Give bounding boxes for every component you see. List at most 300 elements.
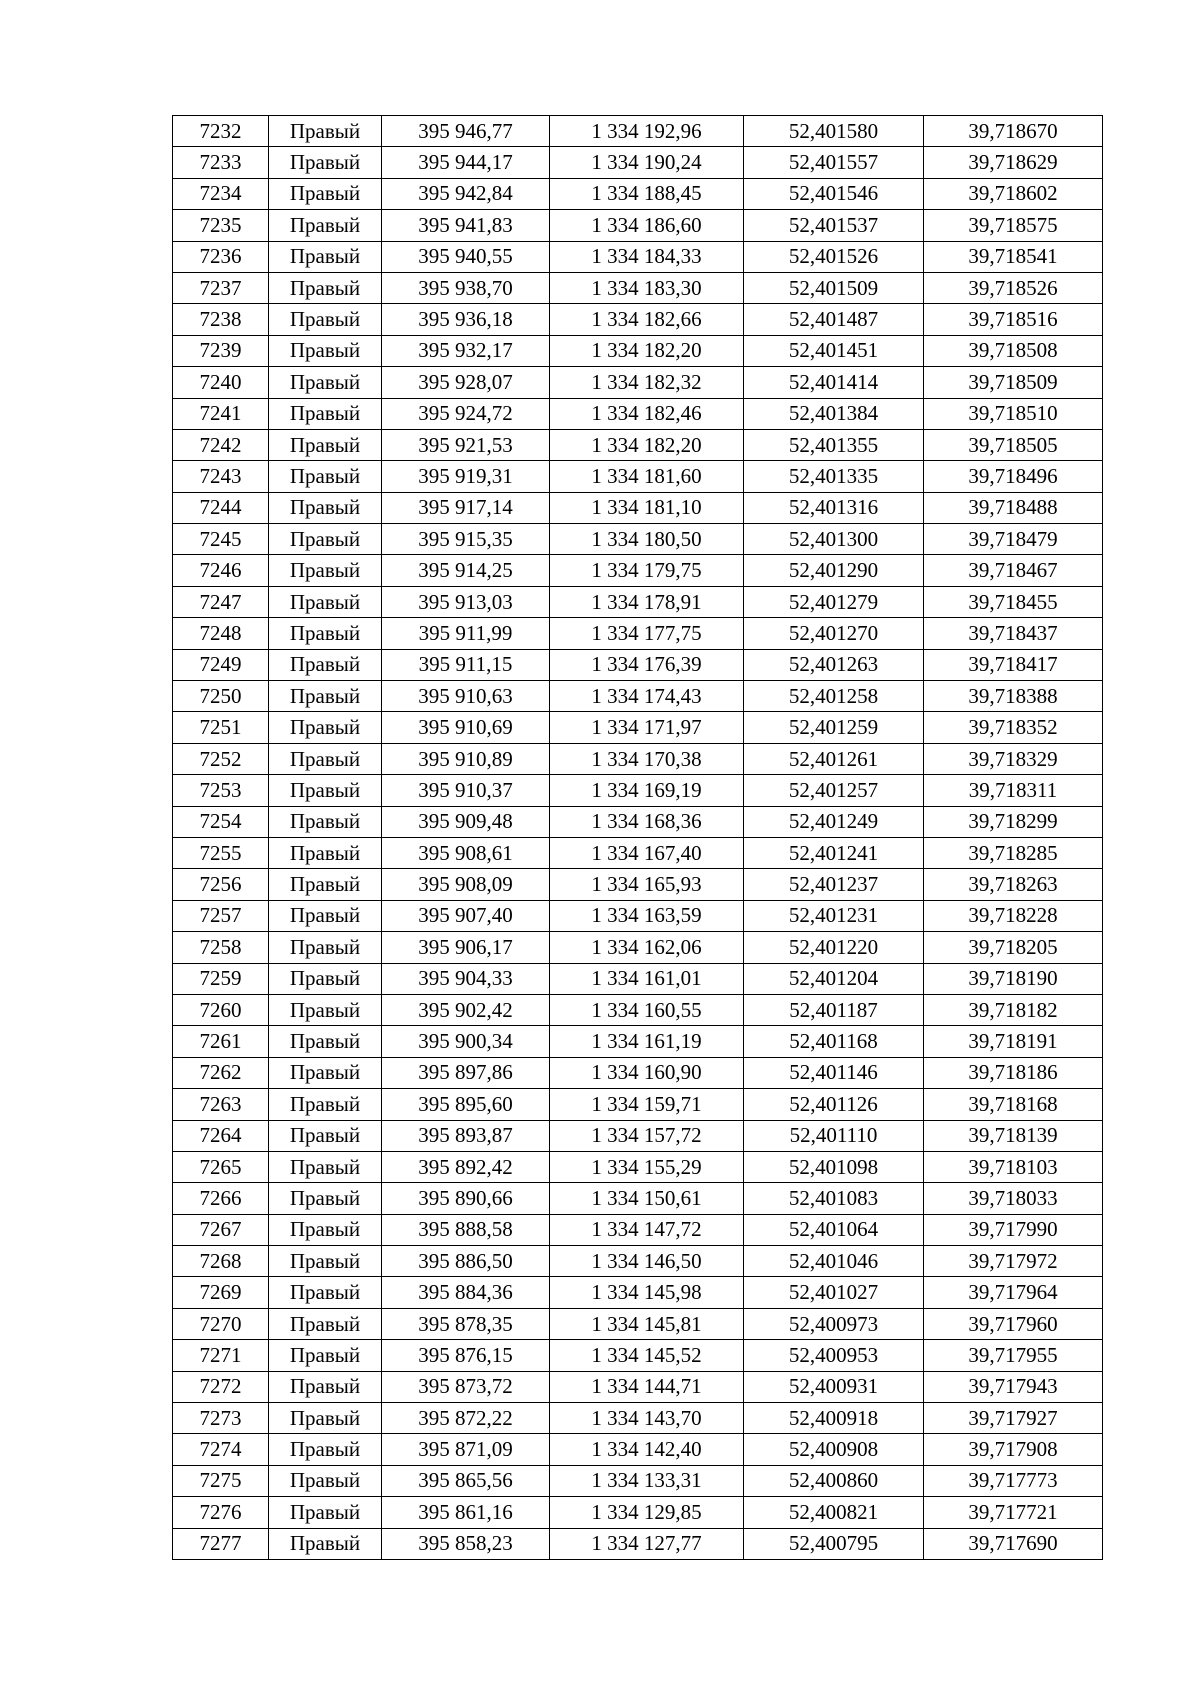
x-coordinate-cell: 395 910,63 — [382, 681, 550, 712]
y-coordinate-cell: 1 334 163,59 — [550, 900, 744, 931]
table-row — [173, 837, 1103, 868]
x-coordinate-cell: 395 861,16 — [382, 1497, 550, 1528]
point-number-cell: 7238 — [173, 304, 269, 335]
x-coordinate-cell: 395 941,83 — [382, 210, 550, 241]
longitude-cell: 39,717972 — [924, 1246, 1103, 1277]
longitude-cell: 39,717964 — [924, 1277, 1103, 1308]
side-cell: Правый — [269, 116, 382, 147]
side-cell: Правый — [269, 618, 382, 649]
latitude-cell: 52,401537 — [744, 210, 924, 241]
y-coordinate-cell: 1 334 145,81 — [550, 1308, 744, 1339]
table-row — [173, 147, 1103, 178]
side-cell: Правый — [269, 524, 382, 555]
x-coordinate-cell: 395 888,58 — [382, 1214, 550, 1245]
y-coordinate-cell: 1 334 146,50 — [550, 1246, 744, 1277]
latitude-cell: 52,400795 — [744, 1528, 924, 1559]
x-coordinate-cell: 395 914,25 — [382, 555, 550, 586]
side-cell: Правый — [269, 649, 382, 680]
point-number-cell: 7236 — [173, 241, 269, 272]
longitude-cell: 39,718263 — [924, 869, 1103, 900]
latitude-cell: 52,401546 — [744, 178, 924, 209]
longitude-cell: 39,718285 — [924, 837, 1103, 868]
y-coordinate-cell: 1 334 157,72 — [550, 1120, 744, 1151]
side-cell: Правый — [269, 1308, 382, 1339]
side-cell: Правый — [269, 994, 382, 1025]
x-coordinate-cell: 395 873,72 — [382, 1371, 550, 1402]
table-row — [173, 586, 1103, 617]
longitude-cell: 39,718467 — [924, 555, 1103, 586]
y-coordinate-cell: 1 334 145,98 — [550, 1277, 744, 1308]
table-row — [173, 1371, 1103, 1402]
side-cell: Правый — [269, 869, 382, 900]
point-number-cell: 7249 — [173, 649, 269, 680]
longitude-cell: 39,718191 — [924, 1026, 1103, 1057]
longitude-cell: 39,718505 — [924, 429, 1103, 460]
side-cell: Правый — [269, 712, 382, 743]
side-cell: Правый — [269, 555, 382, 586]
table-row — [173, 1277, 1103, 1308]
longitude-cell: 39,717960 — [924, 1308, 1103, 1339]
point-number-cell: 7256 — [173, 869, 269, 900]
latitude-cell: 52,401168 — [744, 1026, 924, 1057]
longitude-cell: 39,718508 — [924, 335, 1103, 366]
latitude-cell: 52,401204 — [744, 963, 924, 994]
side-cell: Правый — [269, 681, 382, 712]
y-coordinate-cell: 1 334 160,55 — [550, 994, 744, 1025]
point-number-cell: 7277 — [173, 1528, 269, 1559]
x-coordinate-cell: 395 884,36 — [382, 1277, 550, 1308]
longitude-cell: 39,718602 — [924, 178, 1103, 209]
latitude-cell: 52,400860 — [744, 1465, 924, 1496]
table-row — [173, 1246, 1103, 1277]
side-cell: Правый — [269, 806, 382, 837]
point-number-cell: 7250 — [173, 681, 269, 712]
latitude-cell: 52,401126 — [744, 1089, 924, 1120]
longitude-cell: 39,717773 — [924, 1465, 1103, 1496]
table-row — [173, 304, 1103, 335]
point-number-cell: 7254 — [173, 806, 269, 837]
y-coordinate-cell: 1 334 188,45 — [550, 178, 744, 209]
point-number-cell: 7237 — [173, 272, 269, 303]
y-coordinate-cell: 1 334 180,50 — [550, 524, 744, 555]
y-coordinate-cell: 1 334 171,97 — [550, 712, 744, 743]
longitude-cell: 39,718186 — [924, 1057, 1103, 1088]
y-coordinate-cell: 1 334 184,33 — [550, 241, 744, 272]
table-row — [173, 367, 1103, 398]
latitude-cell: 52,401451 — [744, 335, 924, 366]
table-row — [173, 1120, 1103, 1151]
x-coordinate-cell: 395 900,34 — [382, 1026, 550, 1057]
table-row — [173, 1308, 1103, 1339]
table-body — [173, 116, 1103, 1560]
point-number-cell: 7246 — [173, 555, 269, 586]
latitude-cell: 52,401098 — [744, 1151, 924, 1182]
latitude-cell: 52,401083 — [744, 1183, 924, 1214]
table-row — [173, 1026, 1103, 1057]
latitude-cell: 52,401064 — [744, 1214, 924, 1245]
point-number-cell: 7247 — [173, 586, 269, 617]
latitude-cell: 52,400821 — [744, 1497, 924, 1528]
table-row — [173, 1214, 1103, 1245]
side-cell: Правый — [269, 1183, 382, 1214]
x-coordinate-cell: 395 908,09 — [382, 869, 550, 900]
table-row — [173, 1465, 1103, 1496]
table-row — [173, 869, 1103, 900]
latitude-cell: 52,401300 — [744, 524, 924, 555]
side-cell: Правый — [269, 1497, 382, 1528]
side-cell: Правый — [269, 1371, 382, 1402]
y-coordinate-cell: 1 334 160,90 — [550, 1057, 744, 1088]
y-coordinate-cell: 1 334 179,75 — [550, 555, 744, 586]
side-cell: Правый — [269, 1089, 382, 1120]
table-row — [173, 618, 1103, 649]
longitude-cell: 39,718033 — [924, 1183, 1103, 1214]
x-coordinate-cell: 395 944,17 — [382, 147, 550, 178]
side-cell: Правый — [269, 1403, 382, 1434]
table-row — [173, 963, 1103, 994]
latitude-cell: 52,401355 — [744, 429, 924, 460]
side-cell: Правый — [269, 775, 382, 806]
point-number-cell: 7235 — [173, 210, 269, 241]
longitude-cell: 39,718509 — [924, 367, 1103, 398]
point-number-cell: 7270 — [173, 1308, 269, 1339]
table-row — [173, 649, 1103, 680]
point-number-cell: 7271 — [173, 1340, 269, 1371]
latitude-cell: 52,401270 — [744, 618, 924, 649]
latitude-cell: 52,400953 — [744, 1340, 924, 1371]
point-number-cell: 7259 — [173, 963, 269, 994]
x-coordinate-cell: 395 919,31 — [382, 461, 550, 492]
x-coordinate-cell: 395 908,61 — [382, 837, 550, 868]
table-row — [173, 1151, 1103, 1182]
y-coordinate-cell: 1 334 178,91 — [550, 586, 744, 617]
y-coordinate-cell: 1 334 159,71 — [550, 1089, 744, 1120]
latitude-cell: 52,401220 — [744, 932, 924, 963]
point-number-cell: 7268 — [173, 1246, 269, 1277]
x-coordinate-cell: 395 865,56 — [382, 1465, 550, 1496]
side-cell: Правый — [269, 210, 382, 241]
point-number-cell: 7241 — [173, 398, 269, 429]
point-number-cell: 7240 — [173, 367, 269, 398]
x-coordinate-cell: 395 897,86 — [382, 1057, 550, 1088]
point-number-cell: 7255 — [173, 837, 269, 868]
side-cell: Правый — [269, 900, 382, 931]
side-cell: Правый — [269, 1057, 382, 1088]
y-coordinate-cell: 1 334 162,06 — [550, 932, 744, 963]
table-row — [173, 398, 1103, 429]
side-cell: Правый — [269, 837, 382, 868]
y-coordinate-cell: 1 334 182,20 — [550, 429, 744, 460]
latitude-cell: 52,400908 — [744, 1434, 924, 1465]
point-number-cell: 7244 — [173, 492, 269, 523]
latitude-cell: 52,401249 — [744, 806, 924, 837]
longitude-cell: 39,717955 — [924, 1340, 1103, 1371]
side-cell: Правый — [269, 1120, 382, 1151]
longitude-cell: 39,718168 — [924, 1089, 1103, 1120]
side-cell: Правый — [269, 398, 382, 429]
latitude-cell: 52,401414 — [744, 367, 924, 398]
table-row — [173, 932, 1103, 963]
table-row — [173, 272, 1103, 303]
longitude-cell: 39,718388 — [924, 681, 1103, 712]
point-number-cell: 7266 — [173, 1183, 269, 1214]
side-cell: Правый — [269, 1214, 382, 1245]
point-number-cell: 7269 — [173, 1277, 269, 1308]
point-number-cell: 7253 — [173, 775, 269, 806]
side-cell: Правый — [269, 1151, 382, 1182]
table-row — [173, 1403, 1103, 1434]
table-row — [173, 178, 1103, 209]
x-coordinate-cell: 395 892,42 — [382, 1151, 550, 1182]
x-coordinate-cell: 395 938,70 — [382, 272, 550, 303]
latitude-cell: 52,400918 — [744, 1403, 924, 1434]
side-cell: Правый — [269, 1026, 382, 1057]
point-number-cell: 7251 — [173, 712, 269, 743]
x-coordinate-cell: 395 858,23 — [382, 1528, 550, 1559]
y-coordinate-cell: 1 334 133,31 — [550, 1465, 744, 1496]
latitude-cell: 52,400931 — [744, 1371, 924, 1402]
x-coordinate-cell: 395 915,35 — [382, 524, 550, 555]
latitude-cell: 52,401335 — [744, 461, 924, 492]
table-row — [173, 555, 1103, 586]
latitude-cell: 52,401110 — [744, 1120, 924, 1151]
point-number-cell: 7264 — [173, 1120, 269, 1151]
latitude-cell: 52,401384 — [744, 398, 924, 429]
longitude-cell: 39,718417 — [924, 649, 1103, 680]
side-cell: Правый — [269, 429, 382, 460]
y-coordinate-cell: 1 334 169,19 — [550, 775, 744, 806]
point-number-cell: 7261 — [173, 1026, 269, 1057]
latitude-cell: 52,401241 — [744, 837, 924, 868]
side-cell: Правый — [269, 1340, 382, 1371]
longitude-cell: 39,718329 — [924, 743, 1103, 774]
point-number-cell: 7276 — [173, 1497, 269, 1528]
x-coordinate-cell: 395 893,87 — [382, 1120, 550, 1151]
longitude-cell: 39,718455 — [924, 586, 1103, 617]
longitude-cell: 39,717990 — [924, 1214, 1103, 1245]
side-cell: Правый — [269, 1277, 382, 1308]
longitude-cell: 39,718510 — [924, 398, 1103, 429]
point-number-cell: 7274 — [173, 1434, 269, 1465]
x-coordinate-cell: 395 871,09 — [382, 1434, 550, 1465]
y-coordinate-cell: 1 334 176,39 — [550, 649, 744, 680]
side-cell: Правый — [269, 963, 382, 994]
point-number-cell: 7233 — [173, 147, 269, 178]
side-cell: Правый — [269, 586, 382, 617]
longitude-cell: 39,718205 — [924, 932, 1103, 963]
side-cell: Правый — [269, 461, 382, 492]
side-cell: Правый — [269, 932, 382, 963]
coordinates-table — [172, 115, 1103, 1560]
y-coordinate-cell: 1 334 147,72 — [550, 1214, 744, 1245]
x-coordinate-cell: 395 932,17 — [382, 335, 550, 366]
latitude-cell: 52,401261 — [744, 743, 924, 774]
latitude-cell: 52,401187 — [744, 994, 924, 1025]
side-cell: Правый — [269, 304, 382, 335]
table-row — [173, 1497, 1103, 1528]
table-row — [173, 492, 1103, 523]
point-number-cell: 7265 — [173, 1151, 269, 1182]
x-coordinate-cell: 395 911,15 — [382, 649, 550, 680]
x-coordinate-cell: 395 906,17 — [382, 932, 550, 963]
table-row — [173, 806, 1103, 837]
x-coordinate-cell: 395 902,42 — [382, 994, 550, 1025]
y-coordinate-cell: 1 334 177,75 — [550, 618, 744, 649]
x-coordinate-cell: 395 942,84 — [382, 178, 550, 209]
side-cell: Правый — [269, 272, 382, 303]
side-cell: Правый — [269, 1434, 382, 1465]
point-number-cell: 7248 — [173, 618, 269, 649]
longitude-cell: 39,718437 — [924, 618, 1103, 649]
x-coordinate-cell: 395 878,35 — [382, 1308, 550, 1339]
table-row — [173, 681, 1103, 712]
side-cell: Правый — [269, 178, 382, 209]
point-number-cell: 7273 — [173, 1403, 269, 1434]
y-coordinate-cell: 1 334 129,85 — [550, 1497, 744, 1528]
table-row — [173, 775, 1103, 806]
x-coordinate-cell: 395 910,69 — [382, 712, 550, 743]
y-coordinate-cell: 1 334 168,36 — [550, 806, 744, 837]
table-row — [173, 1434, 1103, 1465]
side-cell: Правый — [269, 367, 382, 398]
latitude-cell: 52,401046 — [744, 1246, 924, 1277]
longitude-cell: 39,718629 — [924, 147, 1103, 178]
longitude-cell: 39,718228 — [924, 900, 1103, 931]
longitude-cell: 39,718526 — [924, 272, 1103, 303]
table-row — [173, 1340, 1103, 1371]
side-cell: Правый — [269, 241, 382, 272]
side-cell: Правый — [269, 1465, 382, 1496]
y-coordinate-cell: 1 334 170,38 — [550, 743, 744, 774]
y-coordinate-cell: 1 334 127,77 — [550, 1528, 744, 1559]
point-number-cell: 7242 — [173, 429, 269, 460]
longitude-cell: 39,718496 — [924, 461, 1103, 492]
x-coordinate-cell: 395 872,22 — [382, 1403, 550, 1434]
longitude-cell: 39,717943 — [924, 1371, 1103, 1402]
x-coordinate-cell: 395 917,14 — [382, 492, 550, 523]
latitude-cell: 52,401146 — [744, 1057, 924, 1088]
table-row — [173, 712, 1103, 743]
latitude-cell: 52,401509 — [744, 272, 924, 303]
x-coordinate-cell: 395 913,03 — [382, 586, 550, 617]
y-coordinate-cell: 1 334 150,61 — [550, 1183, 744, 1214]
y-coordinate-cell: 1 334 182,46 — [550, 398, 744, 429]
point-number-cell: 7260 — [173, 994, 269, 1025]
y-coordinate-cell: 1 334 182,32 — [550, 367, 744, 398]
table-row — [173, 1528, 1103, 1559]
table-row — [173, 335, 1103, 366]
table-row — [173, 461, 1103, 492]
side-cell: Правый — [269, 492, 382, 523]
side-cell: Правый — [269, 1246, 382, 1277]
x-coordinate-cell: 395 928,07 — [382, 367, 550, 398]
x-coordinate-cell: 395 921,53 — [382, 429, 550, 460]
point-number-cell: 7275 — [173, 1465, 269, 1496]
x-coordinate-cell: 395 910,89 — [382, 743, 550, 774]
latitude-cell: 52,401580 — [744, 116, 924, 147]
table-row — [173, 241, 1103, 272]
side-cell: Правый — [269, 743, 382, 774]
y-coordinate-cell: 1 334 155,29 — [550, 1151, 744, 1182]
latitude-cell: 52,401258 — [744, 681, 924, 712]
point-number-cell: 7245 — [173, 524, 269, 555]
longitude-cell: 39,718541 — [924, 241, 1103, 272]
longitude-cell: 39,718575 — [924, 210, 1103, 241]
point-number-cell: 7272 — [173, 1371, 269, 1402]
point-number-cell: 7239 — [173, 335, 269, 366]
point-number-cell: 7258 — [173, 932, 269, 963]
latitude-cell: 52,401259 — [744, 712, 924, 743]
y-coordinate-cell: 1 334 143,70 — [550, 1403, 744, 1434]
table-row — [173, 1089, 1103, 1120]
x-coordinate-cell: 395 876,15 — [382, 1340, 550, 1371]
y-coordinate-cell: 1 334 183,30 — [550, 272, 744, 303]
y-coordinate-cell: 1 334 174,43 — [550, 681, 744, 712]
y-coordinate-cell: 1 334 182,20 — [550, 335, 744, 366]
longitude-cell: 39,717908 — [924, 1434, 1103, 1465]
latitude-cell: 52,401316 — [744, 492, 924, 523]
longitude-cell: 39,718182 — [924, 994, 1103, 1025]
latitude-cell: 52,401279 — [744, 586, 924, 617]
side-cell: Правый — [269, 147, 382, 178]
longitude-cell: 39,718516 — [924, 304, 1103, 335]
x-coordinate-cell: 395 910,37 — [382, 775, 550, 806]
latitude-cell: 52,401290 — [744, 555, 924, 586]
x-coordinate-cell: 395 940,55 — [382, 241, 550, 272]
latitude-cell: 52,401487 — [744, 304, 924, 335]
latitude-cell: 52,401231 — [744, 900, 924, 931]
longitude-cell: 39,718311 — [924, 775, 1103, 806]
latitude-cell: 52,401027 — [744, 1277, 924, 1308]
point-number-cell: 7243 — [173, 461, 269, 492]
table-row — [173, 210, 1103, 241]
latitude-cell: 52,401237 — [744, 869, 924, 900]
table-row — [173, 429, 1103, 460]
y-coordinate-cell: 1 334 186,60 — [550, 210, 744, 241]
side-cell: Правый — [269, 335, 382, 366]
longitude-cell: 39,718190 — [924, 963, 1103, 994]
x-coordinate-cell: 395 895,60 — [382, 1089, 550, 1120]
longitude-cell: 39,717927 — [924, 1403, 1103, 1434]
x-coordinate-cell: 395 886,50 — [382, 1246, 550, 1277]
x-coordinate-cell: 395 924,72 — [382, 398, 550, 429]
point-number-cell: 7263 — [173, 1089, 269, 1120]
longitude-cell: 39,717690 — [924, 1528, 1103, 1559]
latitude-cell: 52,401557 — [744, 147, 924, 178]
y-coordinate-cell: 1 334 144,71 — [550, 1371, 744, 1402]
longitude-cell: 39,718299 — [924, 806, 1103, 837]
latitude-cell: 52,401263 — [744, 649, 924, 680]
longitude-cell: 39,717721 — [924, 1497, 1103, 1528]
y-coordinate-cell: 1 334 145,52 — [550, 1340, 744, 1371]
y-coordinate-cell: 1 334 182,66 — [550, 304, 744, 335]
table-row — [173, 1057, 1103, 1088]
x-coordinate-cell: 395 904,33 — [382, 963, 550, 994]
y-coordinate-cell: 1 334 165,93 — [550, 869, 744, 900]
table-row — [173, 900, 1103, 931]
table-row — [173, 1183, 1103, 1214]
y-coordinate-cell: 1 334 161,01 — [550, 963, 744, 994]
table-row — [173, 116, 1103, 147]
x-coordinate-cell: 395 890,66 — [382, 1183, 550, 1214]
point-number-cell: 7252 — [173, 743, 269, 774]
longitude-cell: 39,718352 — [924, 712, 1103, 743]
x-coordinate-cell: 395 907,40 — [382, 900, 550, 931]
latitude-cell: 52,400973 — [744, 1308, 924, 1339]
point-number-cell: 7262 — [173, 1057, 269, 1088]
longitude-cell: 39,718670 — [924, 116, 1103, 147]
longitude-cell: 39,718103 — [924, 1151, 1103, 1182]
